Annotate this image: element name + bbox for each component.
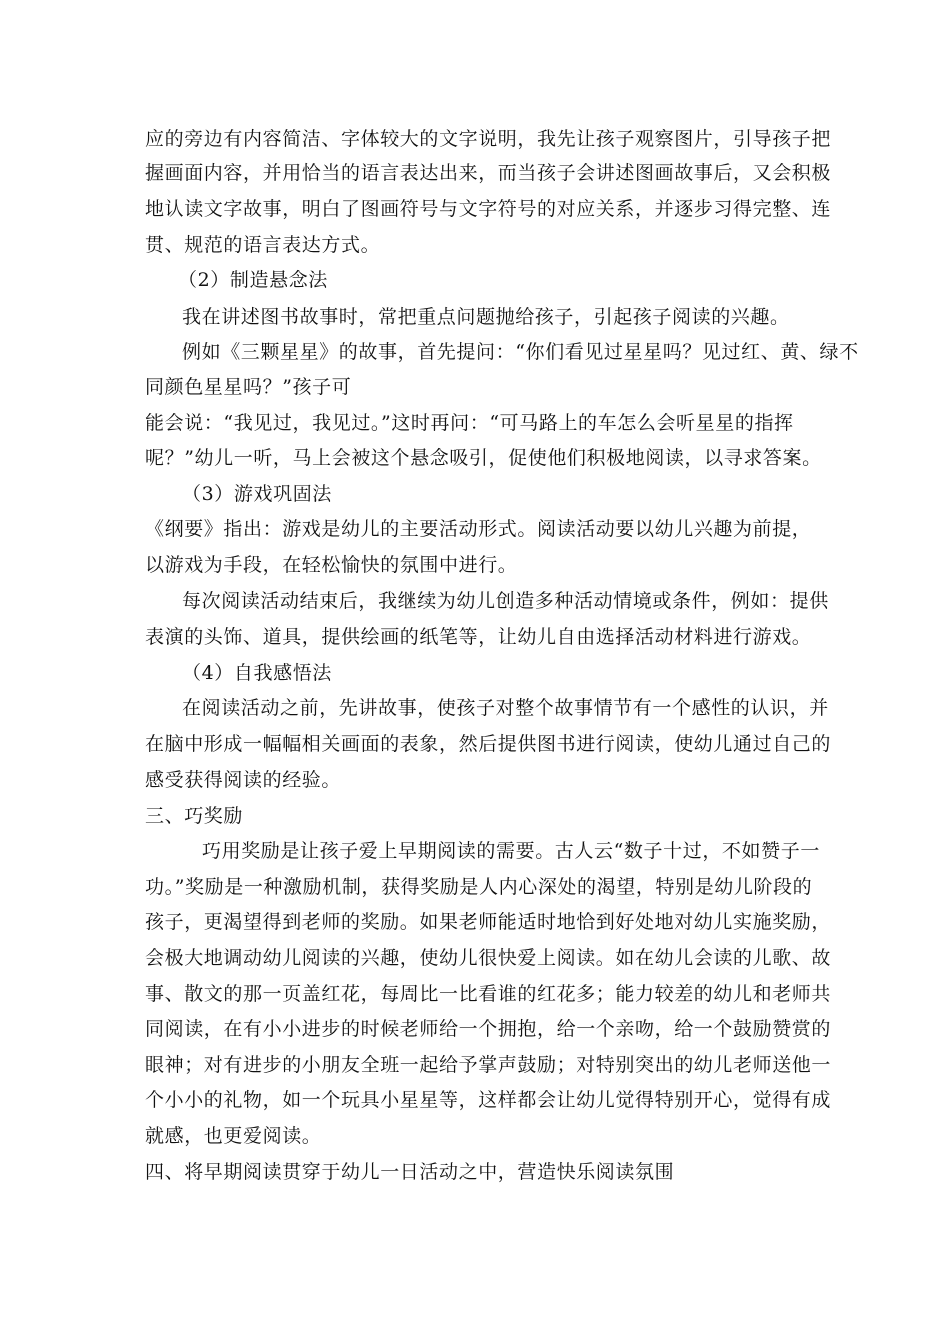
section-subheading: （4）自我感悟法 xyxy=(182,662,332,684)
text-line: 会极大地调动幼儿阅读的兴趣，使幼儿很快爱上阅读。如在幼儿会读的儿歌、故 xyxy=(145,947,832,969)
section-heading: 四、将早期阅读贯穿于幼儿一日活动之中，营造快乐阅读氛围 xyxy=(145,1161,675,1183)
text-line: 巧用奖励是让孩子爱上早期阅读的需要。古人云“数子十过，不如赞子一 xyxy=(202,840,820,862)
text-line: 功。”奖励是一种激励机制，获得奖励是人内心深处的渴望，特别是幼儿阶段的 xyxy=(145,876,813,898)
text-line: 能会说：“我见过，我见过。”这时再问：“可马路上的车怎么会听星星的指挥 xyxy=(145,412,794,434)
text-line: 呢？”幼儿一听，马上会被这个悬念吸引，促使他们积极地阅读，以寻求答案。 xyxy=(145,447,822,469)
text-line: 握画面内容，并用恰当的语言表达出来，而当孩子会讲述图画故事后，又会积极 xyxy=(145,162,832,184)
text-line: 《纲要》指出：游戏是幼儿的主要活动形式。阅读活动要以幼儿兴趣为前提， xyxy=(145,518,812,540)
text-line: 在脑中形成一幅幅相关画面的表象，然后提供图书进行阅读，使幼儿通过自己的 xyxy=(145,733,832,755)
section-heading: 三、巧奖励 xyxy=(145,805,244,827)
text-line: 贯、规范的语言表达方式。 xyxy=(145,234,381,256)
text-line: 例如《三颗星星》的故事，首先提问：“你们看见过星星吗？见过红、黄、绿不 xyxy=(182,341,859,363)
text-line: 同颜色星星吗？”孩子可 xyxy=(145,376,352,398)
text-line: 每次阅读活动结束后，我继续为幼儿创造多种活动情境或条件，例如：提供 xyxy=(182,590,829,612)
text-line: 眼神；对有进步的小朋友全班一起给予掌声鼓励；对特别突出的幼儿老师送他一 xyxy=(145,1054,832,1076)
section-subheading: （3）游戏巩固法 xyxy=(182,483,332,505)
text-line: 孩子，更渴望得到老师的奖励。如果老师能适时地恰到好处地对幼儿实施奖励， xyxy=(145,911,832,933)
text-line: 就感，也更爱阅读。 xyxy=(145,1125,322,1147)
text-line: 在阅读活动之前，先讲故事，使孩子对整个故事情节有一个感性的认识，并 xyxy=(182,697,829,719)
text-line: 同阅读，在有小小进步的时候老师给一个拥抱，给一个亲吻，给一个鼓励赞赏的 xyxy=(145,1018,832,1040)
text-line: 应的旁边有内容简洁、字体较大的文字说明，我先让孩子观察图片，引导孩子把 xyxy=(145,128,832,150)
text-line: 表演的头饰、道具，提供绘画的纸笔等，让幼儿自由选择活动材料进行游戏。 xyxy=(145,626,812,648)
text-line: 地认读文字故事，明白了图画符号与文字符号的对应关系，并逐步习得完整、连 xyxy=(145,198,832,220)
text-line: 我在讲述图书故事时，常把重点问题抛给孩子，引起孩子阅读的兴趣。 xyxy=(182,306,790,328)
text-line: 个小小的礼物，如一个玩具小星星等，这样都会让幼儿觉得特别开心，觉得有成 xyxy=(145,1089,832,1111)
text-line: 以游戏为手段，在轻松愉快的氛围中进行。 xyxy=(145,554,518,576)
text-line: 事、散文的那一页盖红花，每周比一比看谁的红花多；能力较差的幼儿和老师共 xyxy=(145,983,832,1005)
text-line: 感受获得阅读的经验。 xyxy=(145,769,342,791)
section-subheading: （2）制造悬念法 xyxy=(178,269,328,291)
